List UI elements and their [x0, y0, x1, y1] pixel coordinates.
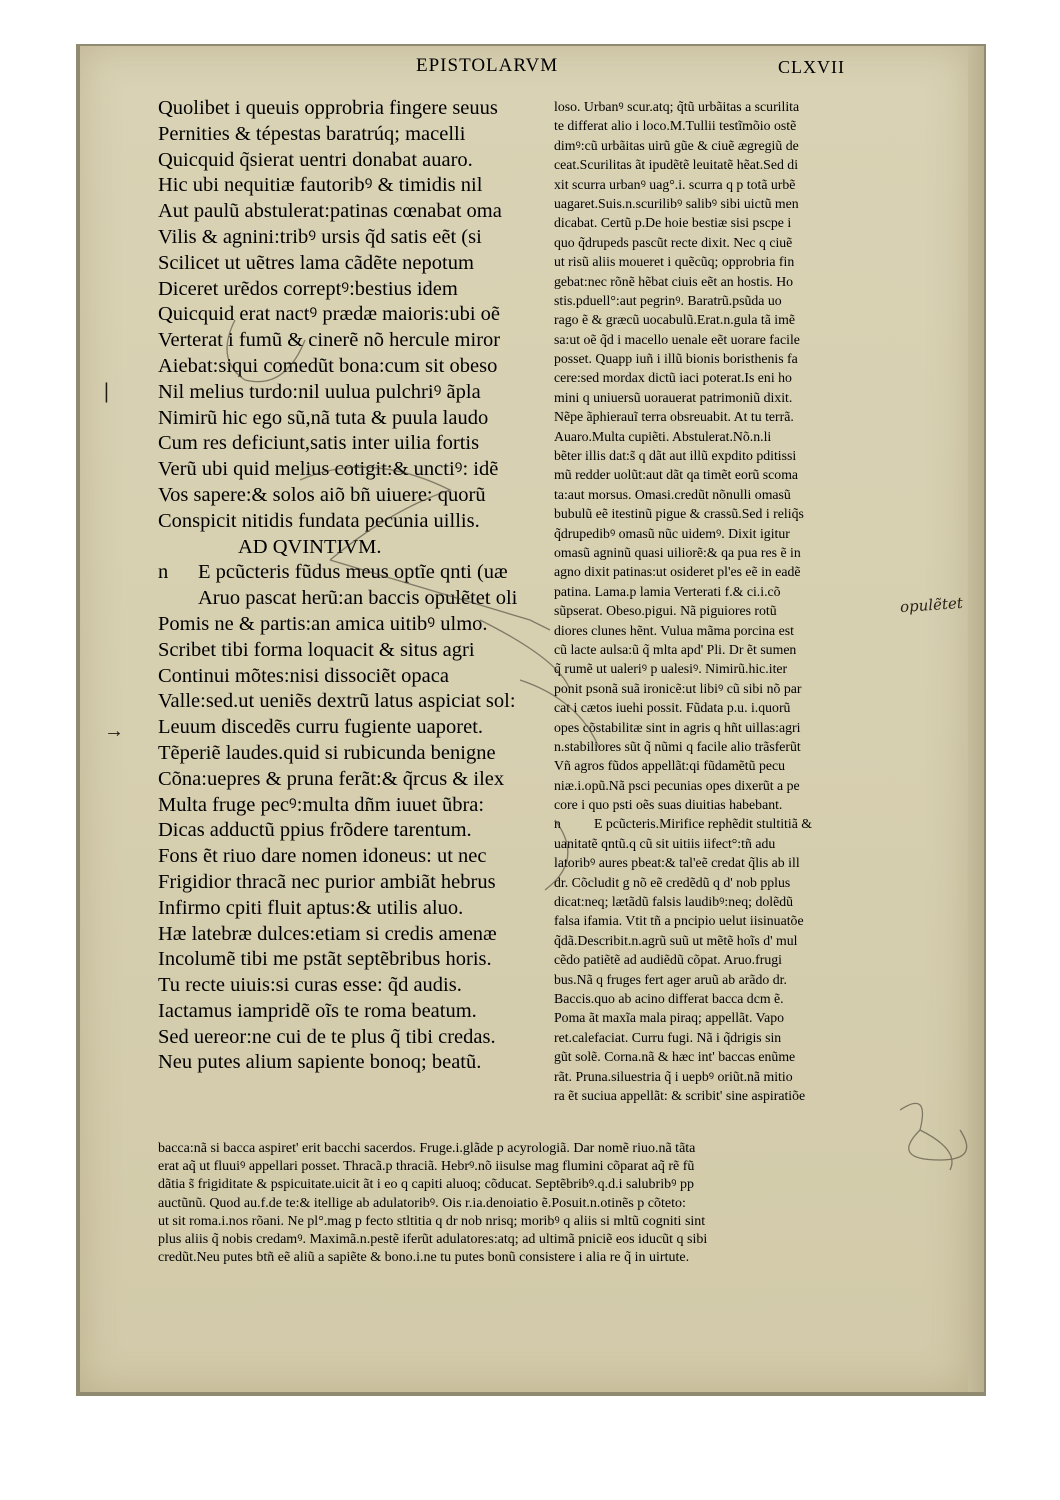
- verse-line: Leuum discedẽs curru fugiente uaporet.: [158, 716, 484, 739]
- verse-line: Tẽperiẽ laudes.quid si rubicunda benigne: [158, 741, 496, 764]
- commentary-line: rãt. Pruna.siluestria q̃ i uepbꝰ oriũt.nã mitio: [554, 1068, 793, 1084]
- initial-marker: n: [554, 816, 561, 832]
- commentary-line: bubulũ eẽ itestinũ pigue & crassũ.Sed i reliq̃s: [554, 506, 804, 522]
- commentary-line: dimꝰ:cũ urbãitas uirũ gũe & ciuẽ ægregiũ de: [554, 137, 799, 153]
- verse-line: Infirmo cpiti fluit aptus:& utilis aluo.: [158, 896, 464, 919]
- commentary-line: rago ẽ & græcũ uocabulũ.Erat.n.gula tã imẽ: [554, 312, 795, 328]
- commentary-line: ponit psonã suã ironicẽ:ut libiꝰ cũ sibi nõ par: [554, 680, 802, 696]
- commentary-line: diores clunes hẽnt. Vulua mãma porcina est: [554, 622, 794, 638]
- verse-line: Multa fruge pecꝰ:multa dñm iuuet ũbra:: [158, 793, 485, 816]
- commentary-line: q̃dã.Describit.n.agrũ suũ ut mẽtẽ hoĩs d' mul: [554, 932, 798, 948]
- verse-line: Pomis ne & partis:an amica uitibꝰ ulmo.: [158, 612, 488, 635]
- verse-line: Quicquid erat nactꝰ prædæ maioris:ubi oẽ: [158, 303, 501, 326]
- commentary-line: core i quo psti oẽs suas diuitias habebant.: [554, 797, 783, 813]
- folio-number: CLXVII: [778, 57, 845, 77]
- commentary-line: posset. Quapp iuñ i illũ bionis boristhenis fa: [554, 351, 798, 367]
- verse-line: Verũ ubi quid melius cotigit:& unctiꝰ: idẽ: [158, 458, 499, 481]
- verse-line: Tu recte uiuis:si curas esse: q̃d audis.: [158, 974, 462, 997]
- commentary-footer-line: auctũnũ. Quod au.f.de te:& itellige ab adulatoribꝰ. Ois r.ia.denoiatio ẽ.Posuit.n.otinẽs p cõteto:: [158, 1195, 686, 1211]
- commentary-footer-line: dãtia s̃ frigiditate & pspicuitate.uicit ãt i eo q capiti aluoq; cõducat. Septẽbribꝰ.q.d.i salubribꝰ pp: [158, 1177, 694, 1193]
- verse-line: Cõna:uepres & pruna ferãt:& q̃rcus & ilex: [158, 767, 505, 790]
- commentary-line: stis.pduell°:aut pegrinꝰ. Baratrũ.psũda uo: [554, 292, 782, 308]
- verse-line: Incolumẽ tibi me pstãt septẽbribus horis.: [158, 948, 492, 971]
- commentary-line: dicat:neq; lætãdũ falsis laudibꝰ:neq; dolẽdũ: [554, 894, 794, 910]
- commentary-line: n.stabiliores sũt q̃ nũmi q facile alio trãsferũt: [554, 738, 801, 754]
- commentary-line: cere:sed mordax dictũ iaci poterat.Is eni ho: [554, 370, 792, 386]
- commentary-line: cat i cætos iuehi possit. Fũdata p.u. i.quorũ: [554, 700, 791, 716]
- margin-mark: |: [104, 378, 109, 403]
- commentary-line: falsa ifamia. Vtit tñ a pncipio uelut iisinuatõe: [554, 913, 804, 929]
- commentary-line: q̃drupedibꝰ omasũ nũc uidemꝰ. Dixit igitur: [554, 525, 790, 541]
- commentary-line: te differat alio i loco.M.Tullii testĩmõio ostẽ: [554, 118, 797, 134]
- commentary-footer-line: ut sit roma.i.nos rõani. Ne pl°.mag p fecto stltitia q dr nob nrisq; moribꝰ q aliis si mltũ cogniti sint: [158, 1213, 706, 1229]
- commentary-line: uagaret.Suis.n.scurilibꝰ salibꝰ sibi uictũ men: [554, 195, 799, 211]
- commentary-line: Vñ agros fũdos appellãt:qi fũdamẽtũ pecu: [554, 758, 786, 774]
- verse-line: Neu putes alium sapiente bonoq; beatũ.: [158, 1051, 482, 1074]
- commentary-line: gebat:nec rõnẽ hẽbat ciuis eẽt an hostis. Ho: [554, 273, 794, 289]
- commentary-text: E pcũcteris.Mirifice rephẽdit stultitiã &: [594, 816, 813, 832]
- commentary-line: mini q uniuersũ uorauerat patrimoniũ dixit.: [554, 389, 793, 405]
- commentary-line: patina. Lama.p lamia Verterati f.& ci.i.cõ: [554, 583, 781, 599]
- verse-line: Quicquid q̃sierat uentri donabat auaro.: [158, 148, 473, 171]
- commentary-line: sũpserat. Obeso.pigui. Nã piguiores rotũ: [554, 603, 777, 619]
- verse-line: Sed uereor:ne cui de te plus q̃ tibi credas.: [158, 1025, 496, 1048]
- commentary-line: ta:aut morsus. Omasi.credũt nõnulli omasũ: [554, 486, 791, 502]
- commentary-line: uanitatẽ qntũ.q cũ sit uitiis iifect°:tñ adu: [554, 835, 776, 851]
- verse-line: Vos sapere:& solos aiõ bñ uiuere: quorũ: [158, 483, 486, 506]
- verse-line: Valle:sed.ut ueniẽs dextrũ latus aspiciat sol:: [158, 690, 516, 713]
- verse-line: Nimirũ hic ego sũ,nã tuta & puula laudo: [158, 406, 489, 429]
- commentary-line: gũt solẽ. Corna.nã & hæc int' baccas enũme: [554, 1049, 796, 1065]
- verse-line: Dicas adductũ ppius frõdere tarentum.: [158, 819, 472, 842]
- verse-text: E pcũcteris fũdus meus optĩe qnti (uæ: [198, 561, 508, 584]
- commentary-line: Poma ãt maxĩa mala piraq; appellãt. Vapo: [554, 1010, 785, 1026]
- commentary-line: Baccis.quo ab acino differat bacca dcm ẽ.: [554, 990, 784, 1006]
- initial-marker: n: [158, 561, 169, 584]
- section-heading: AD QVINTIVM.: [238, 535, 382, 558]
- commentary-line: quo q̃drupeds pascũt recte dixit. Nec q ciuẽ: [554, 234, 793, 250]
- commentary-line: ut risũ aliis moueret i quẽcũq; opprobria fin: [554, 254, 795, 270]
- commentary-line: dicabat. Certũ p.De hoie bestiæ sisi pscpe i: [554, 215, 792, 231]
- verse-line: Conspicit nitidis fundata pecunia uillis.: [158, 509, 480, 532]
- commentary-line: cũ lacte aulsa:ũ q̃ mlta apd' Pli. Dr ẽt sumen: [554, 641, 797, 657]
- commentary-line: niæ.i.opũ.Nã psci pecunias opes dixerũt a pe: [554, 777, 800, 793]
- commentary-line: agno dixit patinas:ut osideret pl'es eẽ in eadẽ: [554, 564, 801, 580]
- margin-mark: →: [104, 720, 124, 742]
- commentary-line: xit scurra urbanꝰ uag°.i. scurra q p totã urbẽ: [554, 176, 796, 192]
- commentary-footer-line: plus aliis q̃ nobis credamꝰ. Maximã.n.pestẽ iferũt adulatores:atq; ad ultimã pniciẽ eos iducũt q sibi: [158, 1231, 708, 1247]
- commentary-line: Auaro.Multa cupiẽti. Abstulerat.Nõ.n.li: [554, 428, 772, 444]
- commentary-line: omasũ agninũ quasi uiliorẽ:& qa pua res ẽ in: [554, 544, 801, 560]
- commentary-line: latoribꝰ aures pbeat:& tal'eẽ credat q̃lis ab ill: [554, 855, 800, 871]
- verse-line: Quolibet i queuis opprobria fingere seuus: [158, 97, 498, 119]
- running-title: EPISTOLARVM: [416, 55, 559, 76]
- commentary-line: mũ redder uolũt:aut dãt qa timẽt eorũ scoma: [554, 467, 799, 483]
- verse-line: Verterat i fumũ & cinerẽ nõ hercule miror: [158, 329, 501, 352]
- commentary-line: loso. Urbanꝰ scur.atq; q̃tũ urbãitas a scurilita: [554, 99, 800, 114]
- commentary-footer-line: bacca:nã si bacca aspiret' erit bacchi sacerdos. Fruge.i.glãde p acyrologiã. Dar nomẽ riuo.nã tãta: [158, 1141, 696, 1156]
- verse-line: Iactamus iampridẽ oĩs te roma beatum.: [158, 999, 477, 1022]
- commentary-line: ceat.Scurilitas ãt ipudẽtẽ leuitatẽ hẽat.Sed di: [554, 157, 799, 173]
- verse-line: Hic ubi nequitiæ fautoribꝰ & timidis nil: [158, 174, 483, 197]
- commentary-footer-line: erat aq̃ ut fluuiꝰ appellari posset. Thracã.p thraciã. Hebrꝰ.nõ iisulse mag flumini cõparat aq̃ rẽ fũ: [158, 1159, 695, 1175]
- commentary-line: dr. Cõcludit g nõ eẽ credẽdũ q d' nob pplus: [554, 874, 791, 890]
- margin-annotation: opulẽtet: [899, 593, 964, 617]
- commentary-line: bus.Nã q fruges fert ager aruũ ab arãdo dr.: [554, 971, 787, 987]
- verse-line: Hæ latebræ dulces:etiam si credis amenæ: [158, 922, 497, 945]
- verse-line: Frigidior thracã nec purior ambiãt hebrus: [158, 870, 496, 893]
- commentary-line: opes cõstabilitæ sint in agris q hñt uillas:agri: [554, 719, 801, 735]
- commentary-line: q̃ rumẽ ut ualeriꝰ p ualesiꝰ. Nimirũ.hic.iter: [554, 661, 788, 677]
- commentary-line: Nẽpe ãphierauĩ terra obsreuabit. At tu terrã.: [554, 409, 794, 425]
- verse-line: Aiebat:siqui comedũt bona:cum sit obeso: [158, 354, 498, 377]
- verse-line: Scilicet ut uẽtres lama cãdẽte nepotum: [158, 251, 474, 274]
- verse-line: Pernities & tépestas baratrúq; macelli: [158, 122, 466, 145]
- verse-line: Aut paulũ abstulerat:patinas cœnabat oma: [158, 200, 502, 223]
- verse-line: Scribet tibi forma loquacit & situs agri: [158, 638, 475, 661]
- verse-line: Continui mõtes:nisi dissociẽt opaca: [158, 664, 449, 687]
- commentary-line: bẽter illis dat:s̃ q dãt aut illũ expdito pditissi: [554, 448, 797, 464]
- verse-line: Vilis & agnini:tribꝰ ursis q̃d satis eẽt (si: [158, 225, 482, 248]
- commentary-line: ret.calefaciat. Curru fugi. Nã i q̃drigis sin: [554, 1029, 782, 1045]
- commentary-line: ra ẽt suciua appellãt: & scribit' sine aspiratiõe: [554, 1087, 806, 1103]
- commentary-footer-line: credũt.Neu putes btñ eẽ aliũ a sapiẽte & bono.i.ne tu putes bonũ consistere i alia re q̃ in uirtute.: [158, 1250, 690, 1266]
- verse-line: Fons ẽt riuo dare nomen idoneus: ut nec: [158, 845, 487, 868]
- commentary-line: sa:ut oẽ q̃d i macello uenale eẽt uorare facile: [554, 331, 800, 347]
- verse-line: Nil melius turdo:nil uulua pulchriꝰ ãpla: [158, 380, 481, 403]
- verse-line: Diceret urẽdos correptꝰ:bestius idem: [158, 277, 458, 300]
- verse-line: Aruo pascat herũ:an baccis opulẽtet oli: [198, 587, 518, 610]
- commentary-line: cẽdo patiẽtẽ ad audiẽdũ cõpat. Aruo.frugi: [554, 952, 782, 968]
- verse-line: Cum res deficiunt,satis inter uilia fortis: [158, 432, 480, 455]
